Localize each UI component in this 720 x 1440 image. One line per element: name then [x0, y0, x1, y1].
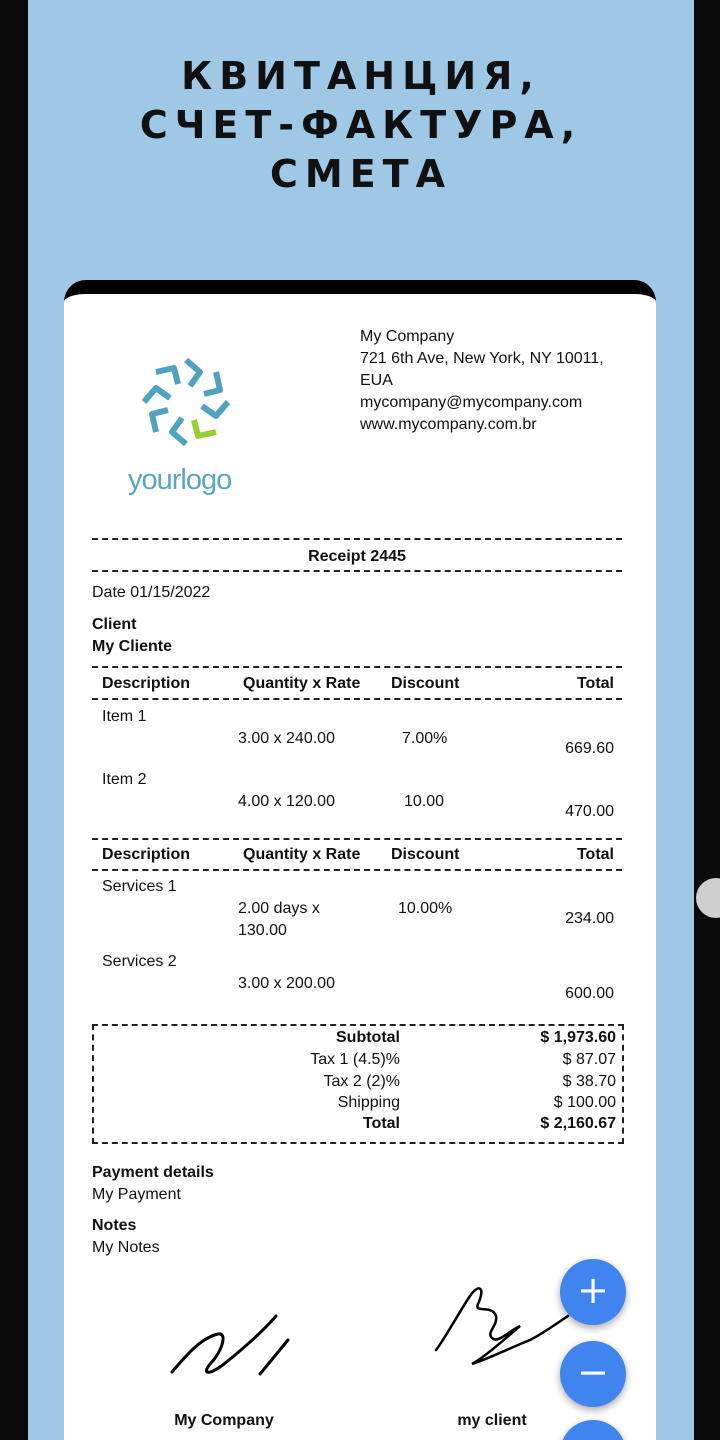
headline-line-2: СЧЕТ-ФАКТУРА, — [139, 103, 583, 147]
tax2-label: Tax 2 (2)% — [323, 1073, 400, 1090]
headline-line-3: СМЕТА — [270, 152, 452, 196]
client-label: Client — [92, 616, 137, 633]
tax1-label: Tax 1 (4.5)% — [310, 1051, 400, 1068]
screen-edge-right — [694, 0, 720, 1440]
col-header-description: Description — [102, 675, 191, 692]
col-header-qty-rate: Quantity x Rate — [243, 846, 361, 863]
promo-headline — [28, 52, 694, 199]
tax1-value: $ 87.07 — [562, 1051, 616, 1068]
promo-stage — [28, 0, 694, 1440]
divider — [92, 570, 622, 572]
shipping-label: Shipping — [337, 1094, 400, 1111]
item-qty-rate: 3.00 x 240.00 — [238, 730, 335, 747]
service-total: 234.00 — [565, 910, 614, 927]
service-discount: 10.00% — [398, 900, 453, 917]
subtotal-label: Subtotal — [336, 1029, 400, 1046]
service-total: 600.00 — [565, 985, 614, 1002]
service-qty-rate-line2: 130.00 — [238, 922, 287, 939]
notes-label: Notes — [92, 1217, 137, 1234]
company-signature-label: My Company — [174, 1412, 274, 1429]
client-signature-image — [434, 1274, 574, 1394]
zoom-out-button[interactable]: − — [560, 1341, 626, 1407]
divider — [92, 698, 622, 700]
logo-text: yourlogo — [128, 464, 232, 496]
item-qty-rate: 4.00 x 120.00 — [238, 793, 335, 810]
col-header-discount: Discount — [391, 846, 460, 863]
tax2-value: $ 38.70 — [562, 1073, 616, 1090]
col-header-total: Total — [576, 846, 614, 863]
receipt-title: Receipt 2445 — [308, 548, 406, 565]
receipt-date: Date 01/15/2022 — [92, 584, 211, 601]
client-signature-label: my client — [457, 1412, 527, 1429]
notes-value: My Notes — [92, 1239, 160, 1256]
company-signature-image — [164, 1294, 304, 1394]
company-country: EUA — [360, 372, 393, 389]
company-email: mycompany@mycompany.com — [360, 394, 583, 411]
col-header-qty-rate: Quantity x Rate — [243, 675, 361, 692]
total-value: $ 2,160.67 — [540, 1115, 616, 1132]
client-name: My Cliente — [92, 638, 173, 655]
col-header-description: Description — [102, 846, 191, 863]
item-name: Item 2 — [102, 771, 147, 788]
total-label: Total — [362, 1115, 400, 1132]
payment-value: My Payment — [92, 1186, 181, 1203]
zoom-in-button[interactable]: + — [560, 1259, 626, 1325]
divider — [92, 838, 622, 840]
service-qty-rate-line1: 2.00 days x — [238, 900, 320, 917]
divider — [92, 538, 622, 540]
service-name: Services 2 — [102, 953, 177, 970]
logo-icon — [126, 352, 246, 452]
item-discount: 10.00 — [404, 793, 445, 810]
item-name: Item 1 — [102, 708, 147, 725]
divider — [92, 869, 622, 871]
col-header-discount: Discount — [391, 675, 460, 692]
shipping-value: $ 100.00 — [553, 1094, 616, 1111]
service-name: Services 1 — [102, 878, 177, 895]
item-total: 669.60 — [565, 740, 614, 757]
subtotal-value: $ 1,973.60 — [540, 1029, 616, 1046]
divider — [92, 666, 622, 668]
screen-edge-left — [0, 0, 28, 1440]
item-total: 470.00 — [565, 803, 614, 820]
headline-line-1: КВИТАНЦИЯ, — [181, 54, 541, 98]
receipt-document — [64, 280, 656, 1440]
company-address: 721 6th Ave, New York, NY 10011, — [360, 350, 604, 367]
company-website: www.mycompany.com.br — [360, 416, 537, 433]
payment-label: Payment details — [92, 1164, 214, 1181]
company-info — [360, 326, 604, 436]
item-discount: 7.00% — [402, 730, 448, 747]
service-qty-rate: 3.00 x 200.00 — [238, 975, 335, 992]
col-header-total: Total — [576, 675, 614, 692]
company-name: My Company — [360, 328, 455, 345]
